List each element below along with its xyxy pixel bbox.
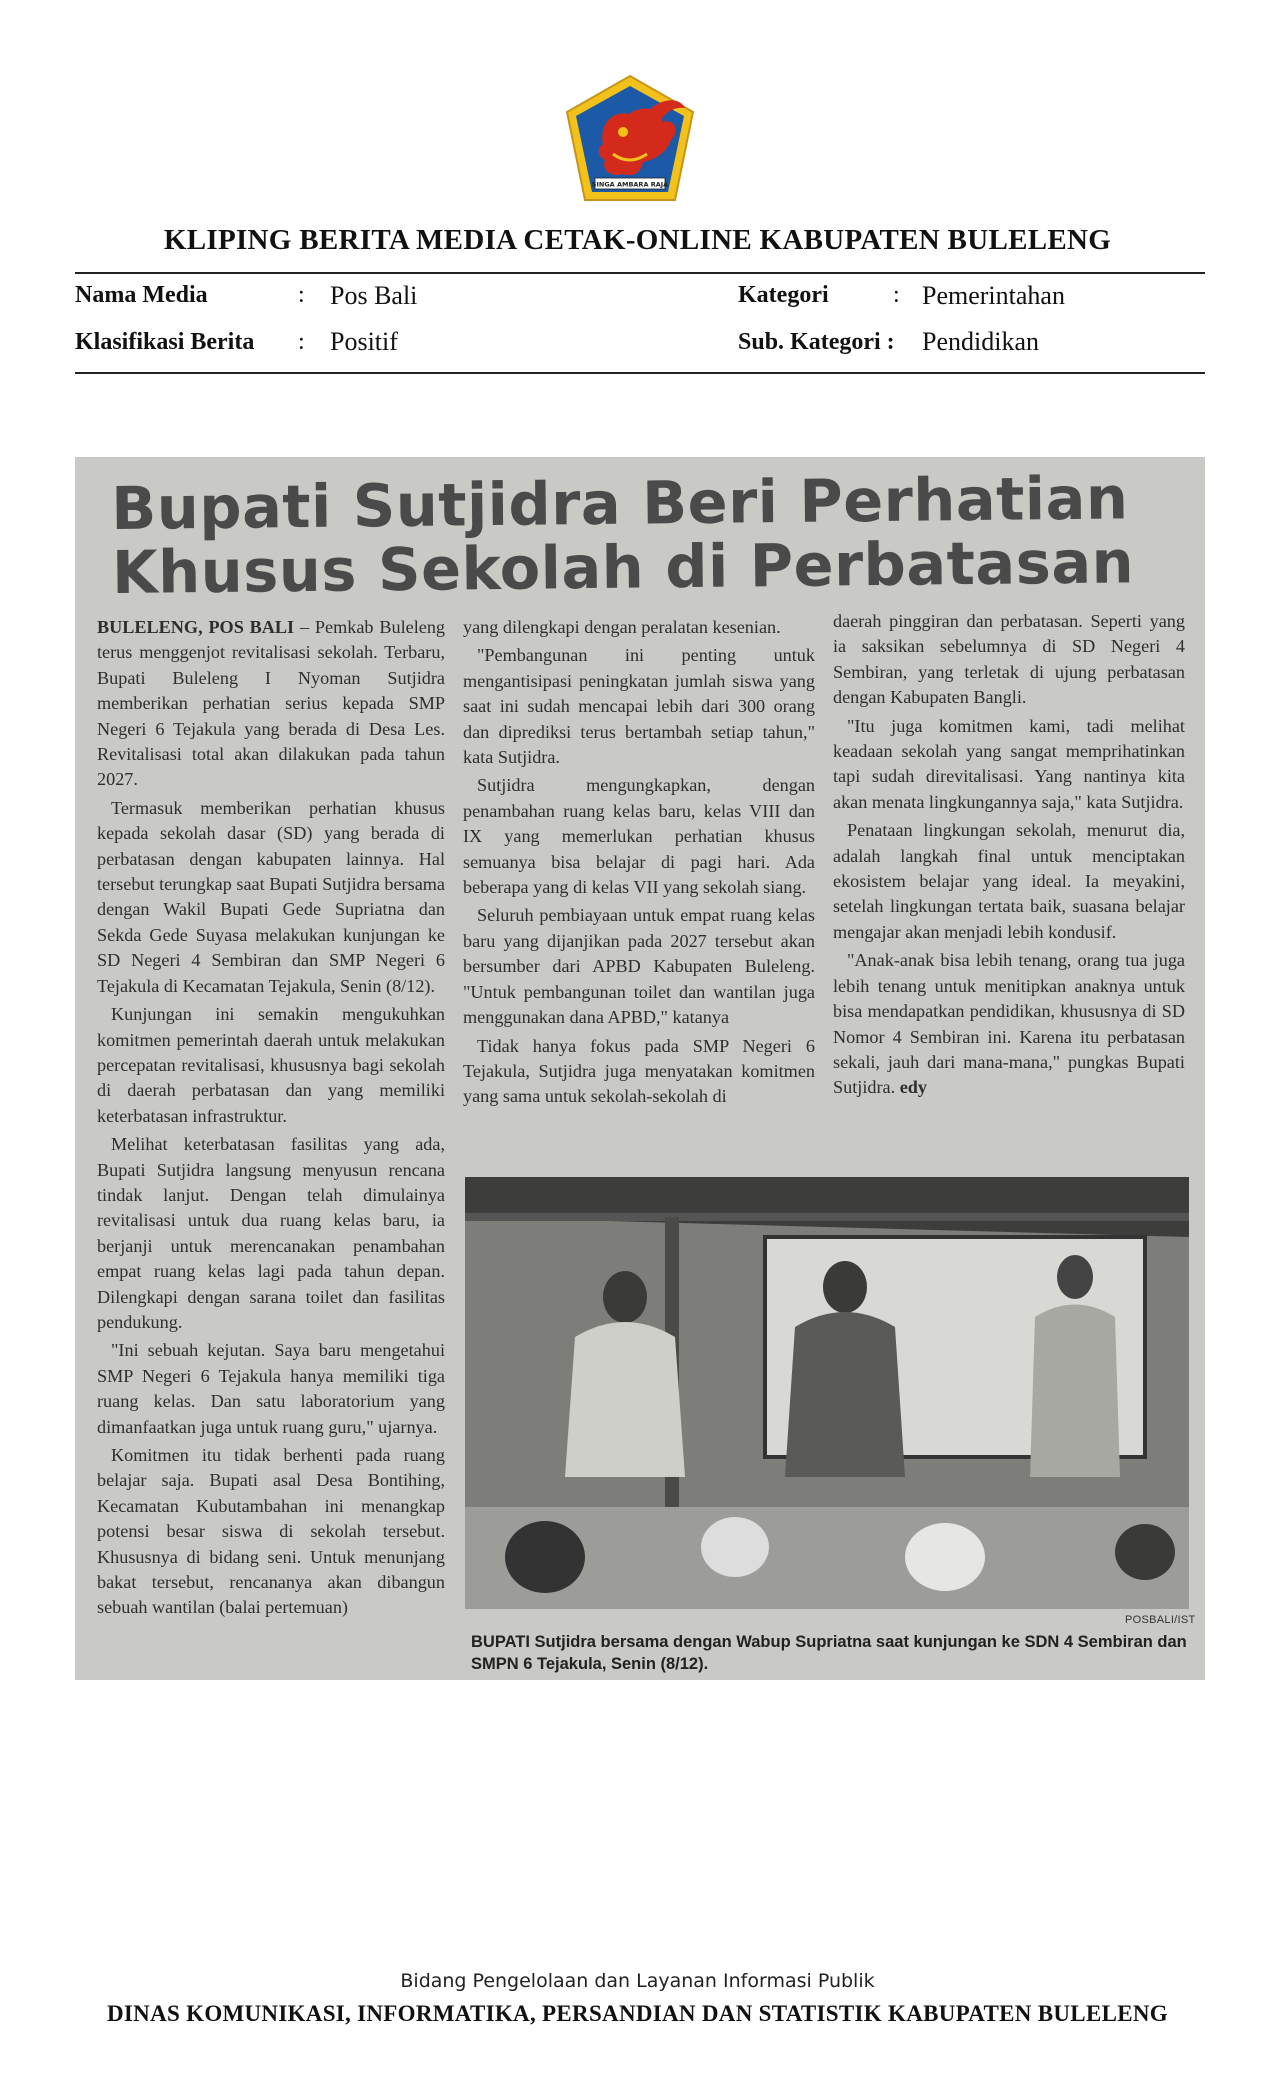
column-2-paragraph: Tidak hanya fokus pada SMP Negeri 6 Tejakula, Sutjidra juga menyatakan komitmen yang sama untuk sekolah-sekolah di xyxy=(463,1035,815,1107)
photo-caption: BUPATI Sutjidra bersama dengan Wabup Supriatna saat kunjungan ke SDN 4 Sembiran dan SMPN 6 Tejakula, Senin (8/12). xyxy=(471,1633,1187,1673)
column-2-paragraph: "Pembangunan ini penting untuk mengantisipasi peningkatan jumlah siswa yang saat ini sudah mencapai lebih dari 300 orang dan diprediksi terus bertambah setiap tahun," kata Sutjidra. xyxy=(463,645,815,768)
column-1-paragraph: Komitmen itu tidak berhenti pada ruang belajar saja. Bupati asal Desa Bontihing, Kecamatan Kubutambahan ini menangkap potensi besar siswa di sekolah tersebut. Khususnya di bidang seni. Untuk menunjang bakat tersebut, rencananya akan dibangun sebuah wantilan (balai pertemuan) xyxy=(97,1445,445,1618)
column-1-paragraph: Termasuk memberikan perhatian khusus kepada sekolah dasar (SD) yang berada di perbatasan dengan kabupaten lainnya. Hal tersebut terungkap saat Bupati Sutjidra bersama dengan Wakil Bupati Gede Supriatna dan Sekda Gede Suyasa melakukan kunjungan ke SD Negeri 4 Sembiran dan SMP Negeri 6 Tejakula di Kecamatan Tejakula, Senin (8/12). xyxy=(97,797,445,996)
document-title: KLIPING BERITA MEDIA CETAK-ONLINE KABUPATEN BULELENG xyxy=(163,224,1112,256)
article-column-3 xyxy=(833,609,1185,1104)
column-1-paragraph: Kunjungan ini semakin mengukuhkan komitmen pemerintah daerah untuk melakukan percepatan revitalisasi, khususnya bagi sekolah di daerah perbatasan dan yang memiliki keterbatasan infrastruktur. xyxy=(97,1004,445,1126)
column-3-paragraph: "Anak-anak bisa lebih tenang, orang tua juga lebih tenang untuk menitipkan anaknya untuk bisa mendapatkan pendidikan, khususnya di SD Nomor 4 Sembiran ini. Karena itu perbatasan sekali, jauh dari mana-mana," pungkas Bupati Sutjidra. xyxy=(833,950,1185,1098)
klasifikasi-value: Positif xyxy=(330,327,398,356)
klasifikasi-colon: : xyxy=(298,329,305,355)
article-dateline: BULELENG, POS BALI xyxy=(97,617,295,637)
column-1-paragraph: Melihat keterbatasan fasilitas yang ada, Bupati Sutjidra langsung menyusun rencana tindak lanjut. Dengan telah dimulainya revitalisasi untuk dua ruang kelas baru, ia berjanji untuk merencanakan penambahan empat ruang kelas lagi pada tahun depan. Dilengkapi dengan sarana toilet dan fasilitas pendukung. xyxy=(97,1134,445,1332)
media-value: Pos Bali xyxy=(330,281,418,310)
kategori-colon: : xyxy=(893,282,900,308)
article-column-1 xyxy=(97,615,445,1624)
column-3-paragraph: Penataan lingkungan sekolah, menurut dia, adalah langkah final untuk menciptakan ekosistem belajar yang ideal. Ia meyakini, setelah lingkungan tertata baik, suasana belajar mengajar akan menjadi lebih kondusif. xyxy=(833,820,1185,942)
subkategori-label: Sub. Kategori : xyxy=(738,329,895,355)
klasifikasi-label: Klasifikasi Berita xyxy=(75,329,255,355)
column-1-paragraph: – Pemkab Buleleng terus menggenjot revitalisasi sekolah. Terbaru, Bupati Buleleng I Nyoman Sutjidra memberikan perhatian serius kepada SMP Negeri 6 Tejakula yang berada di Desa Les. Revitalisasi total akan dilakukan pada tahun 2027. xyxy=(97,617,446,790)
media-label: Nama Media xyxy=(75,282,208,308)
column-2-paragraph: Sutjidra mengungkapkan, dengan penambahan ruang kelas baru, kelas VIII dan IX yang memerlukan perhatian khusus semuanya bisa belajar di pagi hari. Ada beberapa yang di kelas VII yang sekolah siang. xyxy=(463,775,815,898)
kategori-label: Kategori xyxy=(738,282,829,308)
title-divider xyxy=(75,272,1205,274)
column-2-paragraph: yang dilengkapi dengan peralatan kesenian. xyxy=(463,617,781,637)
author-signature: edy xyxy=(899,1077,927,1098)
buleleng-emblem-logo xyxy=(563,74,697,202)
photo-credit: POSBALI/IST xyxy=(1125,1614,1196,1626)
footer-department: Bidang Pengelolaan dan Layanan Informasi Publik xyxy=(400,1970,875,1992)
kategori-value: Pemerintahan xyxy=(922,281,1065,310)
article-photo xyxy=(465,1177,1189,1609)
headline-line-2: Khusus Sekolah di Perbatasan xyxy=(111,527,1135,607)
column-1-paragraph: "Ini sebuah kejutan. Saya baru mengetahui SMP Negeri 6 Tejakula hanya memiliki tiga ruang kelas. Dan satu laboratorium yang dimanfaatkan juga untuk ruang guru," ujarnya. xyxy=(97,1340,445,1437)
subkategori-value: Pendidikan xyxy=(922,327,1039,356)
column-3-paragraph: daerah pinggiran dan perbatasan. Seperti yang ia saksikan sebelumnya di SD Negeri 4 Sembiran, yang terletak di ujung perbatasan dengan Kabupaten Bangli. xyxy=(833,611,1185,708)
media-colon: : xyxy=(298,282,305,308)
footer-agency: DINAS KOMUNIKASI, INFORMATIKA, PERSANDIAN DAN STATISTIK KABUPATEN BULELENG xyxy=(107,2001,1168,2026)
article-headline xyxy=(110,463,1182,607)
column-2-paragraph: Seluruh pembiayaan untuk empat ruang kelas baru yang dijanjikan pada 2027 tersebut akan bersumber dari APBD Kabupaten Buleleng. "Untuk pembangunan toilet dan wantilan juga menggunakan dana APBD," katanya xyxy=(463,905,815,1028)
headline-line-1: Bupati Sutjidra Beri Perhatian xyxy=(110,463,1129,543)
logo-motto: SINGA AMBARA RAJA xyxy=(591,180,669,189)
article-column-2 xyxy=(463,615,815,1113)
newspaper-clipping xyxy=(75,457,1205,1680)
meta-divider xyxy=(75,372,1205,374)
column-3-paragraph: "Itu juga komitmen kami, tadi melihat keadaan sekolah yang sangat memprihatinkan tapi sudah direvitalisasi. Yang nantinya kita akan menata lingkungannya saja," kata Sutjidra. xyxy=(833,715,1185,812)
